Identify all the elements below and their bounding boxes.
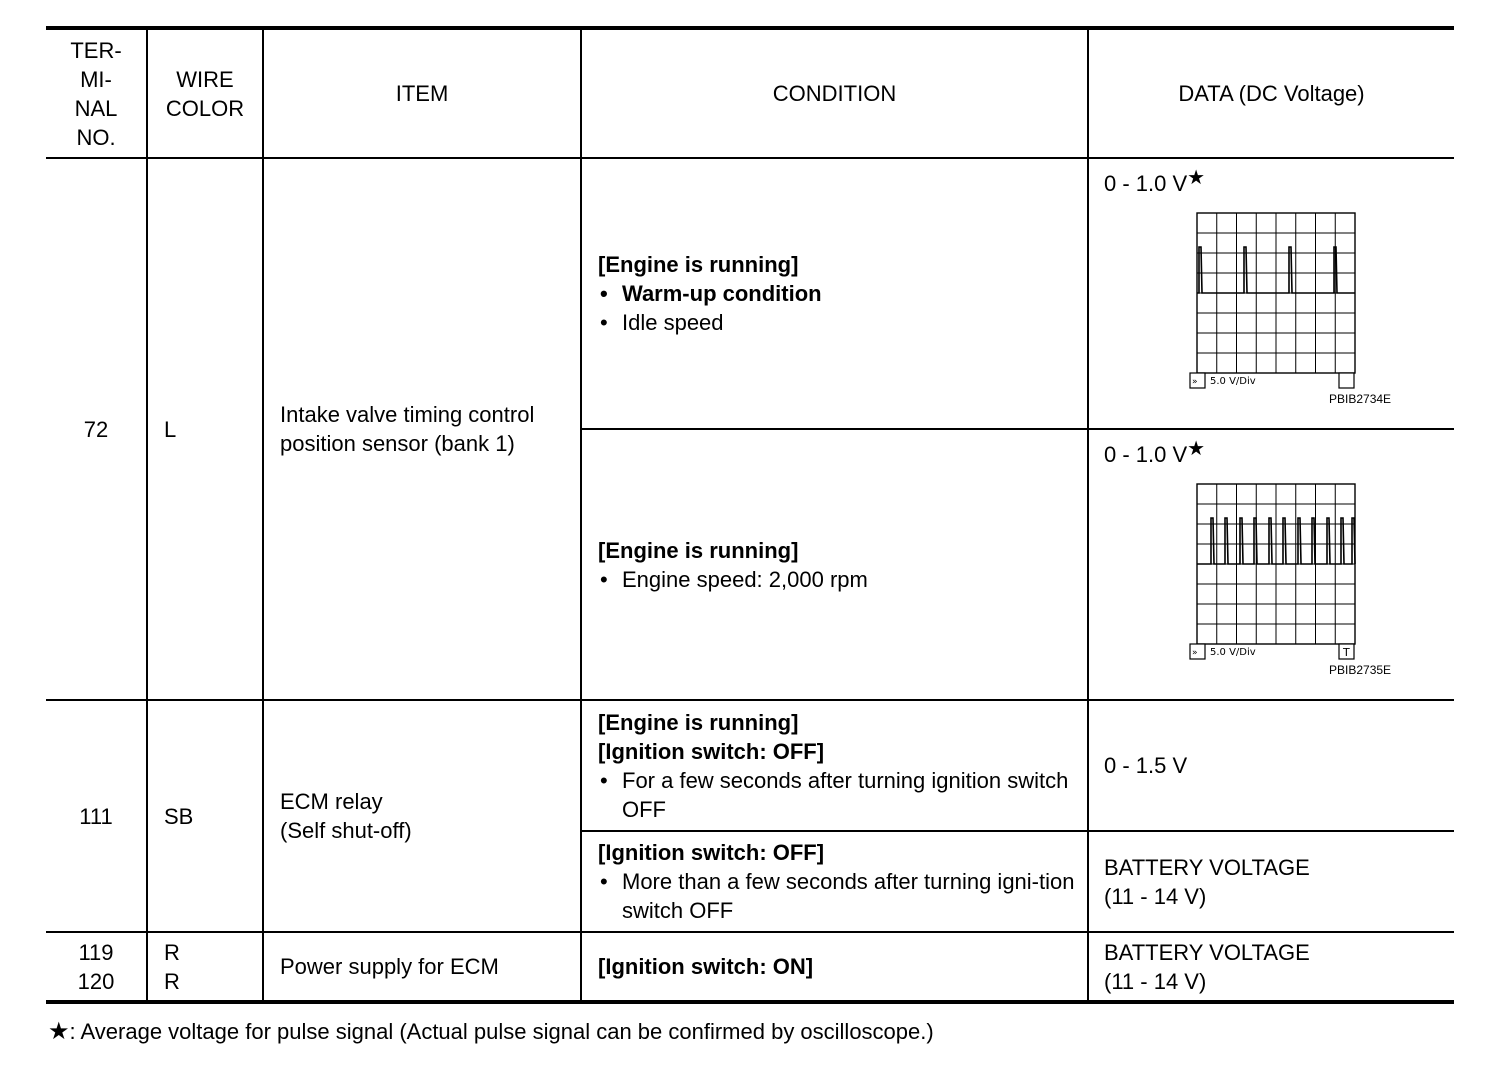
scope-scale-label: 5.0 V/Div xyxy=(1210,647,1256,658)
condition-bullet: • Engine speed: 2,000 rpm xyxy=(598,565,1075,594)
table-row xyxy=(46,158,1454,429)
wire-color: L xyxy=(147,158,263,700)
star-icon: ★ xyxy=(48,1018,70,1045)
data-cell xyxy=(1088,429,1454,700)
data-value xyxy=(1088,932,1454,1002)
item-description xyxy=(263,158,581,700)
item-line: Intake valve timing control xyxy=(280,402,535,427)
data-line: (11 - 14 V) xyxy=(1104,968,1207,994)
condition-bullet: • Idle speed xyxy=(598,308,1075,337)
condition-bullet: • Warm-up condition xyxy=(598,279,1075,308)
terminal-line: 119 xyxy=(78,939,114,965)
item-description xyxy=(263,700,581,932)
header-terminal-line: NAL xyxy=(74,95,118,121)
data-line: (11 - 14 V) xyxy=(1104,883,1207,909)
scope-channel-icon-glyph: » xyxy=(1192,648,1198,658)
wire-line: R xyxy=(164,939,180,965)
condition-heading: [Ignition switch: OFF] xyxy=(598,738,825,764)
data-value xyxy=(1104,169,1205,200)
footnote-text: : Average voltage for pulse signal (Actual pulse signal can be confirmed by oscilloscope.) xyxy=(69,1019,934,1044)
table-header-row xyxy=(46,28,1454,158)
footnote xyxy=(48,1017,934,1046)
condition-heading: [Engine is running] xyxy=(598,709,799,735)
terminal-line: 120 xyxy=(77,968,115,994)
data-value xyxy=(1088,831,1454,932)
header-data: DATA (DC Voltage) xyxy=(1088,28,1454,158)
oscilloscope-waveform-idle xyxy=(1189,209,1359,389)
header-wire-line: COLOR xyxy=(165,95,245,121)
header-wire-color xyxy=(147,28,263,158)
data-line: BATTERY VOLTAGE xyxy=(1104,854,1310,880)
wire-color: SB xyxy=(147,700,263,932)
figure-code: PBIB2734E xyxy=(1329,392,1392,406)
star-icon: ★ xyxy=(1187,167,1206,189)
header-terminal-line: TER- xyxy=(70,37,122,63)
condition-heading: [Ignition switch: OFF] xyxy=(598,840,825,865)
condition-heading: [Engine is running] xyxy=(598,252,799,277)
wire-line: R xyxy=(164,968,180,994)
item-line: position sensor (bank 1) xyxy=(280,431,515,456)
condition-heading: [Ignition switch: ON] xyxy=(581,932,1088,1002)
header-condition: CONDITION xyxy=(581,28,1088,158)
terminal-number: 111 xyxy=(46,700,147,932)
data-value-text: 0 - 1.0 V xyxy=(1104,171,1188,196)
wire-color xyxy=(147,932,263,1002)
data-line: BATTERY VOLTAGE xyxy=(1104,939,1310,965)
oscilloscope-waveform-2000rpm xyxy=(1189,480,1359,660)
condition-cell xyxy=(581,700,1088,831)
header-wire-line: WIRE xyxy=(176,66,234,92)
condition-cell xyxy=(581,831,1088,932)
star-icon: ★ xyxy=(1187,438,1206,460)
header-terminal-line: MI- xyxy=(80,66,112,92)
header-item: ITEM xyxy=(263,28,581,158)
table-row xyxy=(46,700,1454,831)
item-line: ECM relay xyxy=(280,789,383,814)
terminal-number xyxy=(46,932,147,1002)
item-description: Power supply for ECM xyxy=(263,932,581,1002)
data-cell xyxy=(1088,158,1454,429)
condition-cell xyxy=(581,158,1088,429)
header-terminal-line: NO. xyxy=(76,124,116,150)
data-value-text: 0 - 1.0 V xyxy=(1104,442,1188,467)
terminal-number: 72 xyxy=(46,158,147,700)
condition-heading: [Engine is running] xyxy=(598,537,799,563)
scope-scale-label: 5.0 V/Div xyxy=(1210,376,1256,387)
header-terminal-no xyxy=(46,28,147,158)
data-value xyxy=(1104,440,1205,471)
scope-corner-mark: T xyxy=(1343,646,1350,659)
condition-cell xyxy=(581,429,1088,700)
figure-code: PBIB2735E xyxy=(1329,663,1392,677)
table-row xyxy=(46,932,1454,1002)
data-value: 0 - 1.5 V xyxy=(1088,700,1454,831)
condition-bullet: • For a few seconds after turning ignition switch OFF xyxy=(598,766,1075,824)
item-line: (Self shut-off) xyxy=(280,818,412,843)
terminal-data-table xyxy=(46,26,1454,1004)
condition-bullet: • More than a few seconds after turning igni-tion switch OFF xyxy=(598,867,1075,925)
scope-channel-icon-glyph: » xyxy=(1192,377,1198,387)
